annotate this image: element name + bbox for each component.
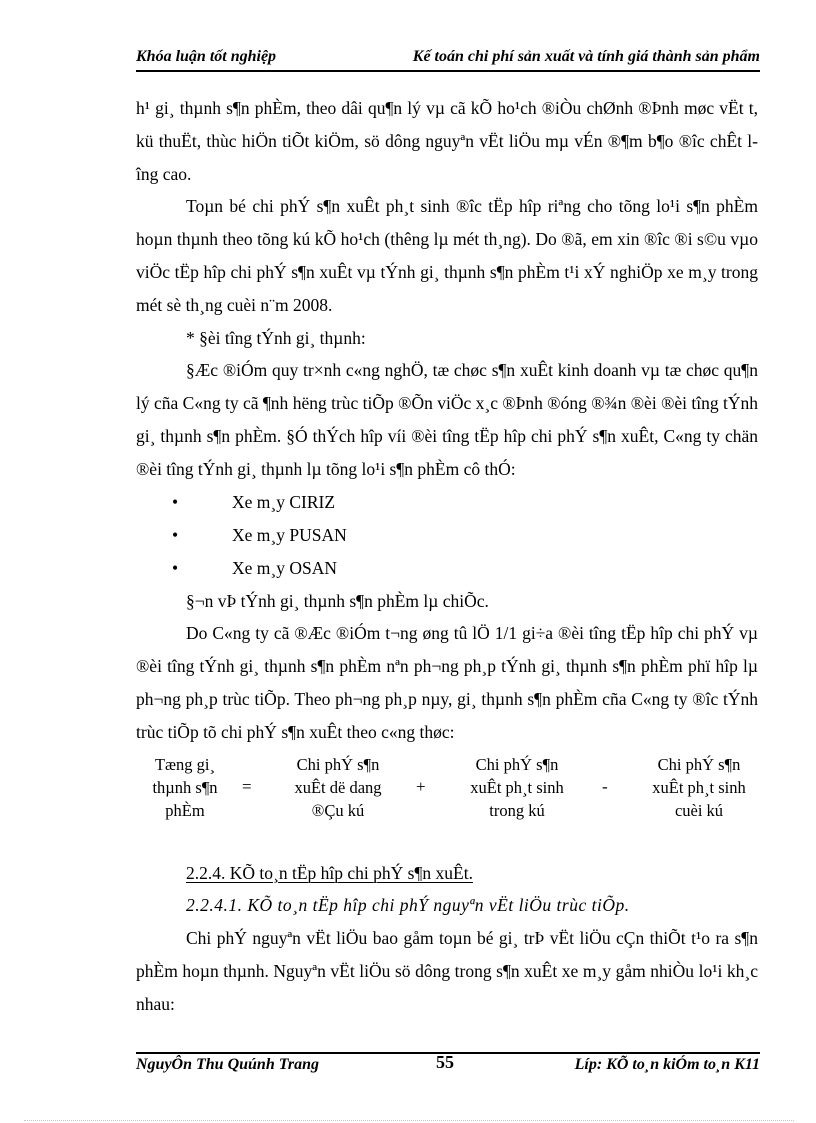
- header-topic-title: Kế toán chi phí sản xuất và tính giá thành sản phẩm: [412, 48, 760, 65]
- cost-formula: [136, 753, 758, 829]
- list-item: [136, 552, 758, 585]
- formula-minus: -: [602, 776, 608, 796]
- paragraph-costing-method: Do C«ng ty cã ®Æc ®iÓm t¬ng øng tû lÖ 1/1 gi÷a ®èi tîng tËp hîp chi phÝ vµ ®èi tîng tÝnh gi¸ thµnh s¶n phÈm nªn ph¬ng ph¸p tÝnh gi¸ thµnh s¶n phÈm phï hîp lµ ph¬ng ph¸p trùc tiÕp. Theo ph¬ng ph¸p nµy, gi¸ thµnh s¶n phÈm cña C«ng ty ®îc tÝnh trùc tiÕp tõ chi phÝ s¶n xuÊt theo c«ng thøc:: [136, 623, 758, 742]
- subsection-heading: 2.2.4.1. KÕ to¸n tËp hîp chi phÝ nguyªn vËt liÖu trùc tiÕp.: [186, 895, 630, 916]
- footer-author: NguyÔn Thu Quúnh Trang: [136, 1056, 320, 1073]
- costing-object-heading: * §èi tîng tÝnh gi¸ thµnh:: [186, 327, 366, 348]
- paragraph-raw-materials: Chi phÝ nguyªn vËt liÖu bao gåm toµn bé gi¸ trÞ vËt liÖu cÇn thiÕt t¹o ra s¶n phÈm hoµn thµnh. Nguyªn vËt liÖu sö dông trong s¶n xuÊt xe m¸y gåm nhiÒu lo¹i kh¸c nhau:: [136, 928, 758, 1014]
- product-list: [136, 486, 758, 585]
- header-divider: [136, 70, 760, 72]
- paragraph-costing-unit: §¬n vÞ tÝnh gi¸ thµnh s¶n phÈm lµ chiÕc.: [186, 590, 489, 611]
- bullet-icon: •: [172, 491, 179, 512]
- formula-equals: =: [242, 776, 252, 796]
- page-header: [136, 48, 760, 72]
- paragraph-costing-object: §Æc ®iÓm quy tr×nh c«ng nghÖ, tæ chøc s¶n xuÊt kinh doanh vµ tæ chøc qu¶n lý cña C«ng ty cã ¶nh hëng trùc tiÕp ®Õn viÖc x¸c ®Þnh ®óng ®¾n ®èi ®èi tîng tÝnh gi¸ thµnh s¶n phÈm. §Ó thÝch hîp víi ®èi tîng tËp hîp chi phÝ s¶n xuÊt, C«ng ty chän ®èi tîng tÝnh gi¸ thµnh lµ tõng lo¹i s¶n phÈm cô thÓ:: [136, 360, 758, 479]
- page-bottom-dotted-rule: [24, 1120, 794, 1121]
- list-item-label: Xe m¸y CIRIZ: [232, 491, 336, 512]
- formula-plus: +: [416, 776, 426, 796]
- formula-closing-cost: Chi phÝ s¶n xuÊt ph¸t sinh cuèi kú: [652, 754, 746, 820]
- list-item-label: Xe m¸y PUSAN: [232, 524, 347, 545]
- header-thesis-label: Khóa luận tốt nghiệp: [136, 48, 277, 65]
- formula-total-cost: Tæng gi¸ thµnh s¶n phÈm: [152, 754, 218, 820]
- page-footer: [136, 1052, 760, 1080]
- formula-period-cost: Chi phÝ s¶n xuÊt ph¸t sinh trong kú: [470, 754, 564, 820]
- formula-opening-wip: Chi phÝ s¶n xuÊt dë dang ®Çu kú: [294, 754, 382, 820]
- bullet-icon: •: [172, 557, 179, 578]
- footer-class: Líp: KÕ to¸n kiÓm to¸n K11: [574, 1056, 760, 1073]
- body-content: [136, 92, 758, 1021]
- bullet-icon: •: [172, 524, 179, 545]
- section-heading: 2.2.4. KÕ to¸n tËp hîp chi phÝ s¶n xuÊt.: [186, 862, 473, 883]
- page-number: 55: [436, 1052, 454, 1072]
- paragraph-continuation: h¹ gi¸ thµnh s¶n phÈm, theo dâi qu¶n lý vµ cã kÕ ho¹ch ®iÒu chØnh ®Þnh møc vËt t, kü thuËt, thùc hiÖn tiÕt kiÖm, sö dông nguyªn vËt liÖu mµ vÉn ®¶m b¶o ®îc chÊt lîng cao.: [136, 98, 758, 184]
- list-item-label: Xe m¸y OSAN: [232, 557, 337, 578]
- list-item: [136, 486, 758, 519]
- list-item: [136, 519, 758, 552]
- paragraph-cost-aggregation: Toµn bé chi phÝ s¶n xuÊt ph¸t sinh ®îc tËp hîp riªng cho tõng lo¹i s¶n phÈm hoµn thµnh theo tõng kú kÕ ho¹ch (thêng lµ mét th¸ng). Do ®ã, em xin ®îc ®i s©u vµo viÖc tËp hîp chi phÝ s¶n xuÊt vµ tÝnh gi¸ thµnh s¶n phÈm t¹i xÝ nghiÖp xe m¸y trong mét sè th¸ng cuèi n¨m 2008.: [136, 196, 758, 315]
